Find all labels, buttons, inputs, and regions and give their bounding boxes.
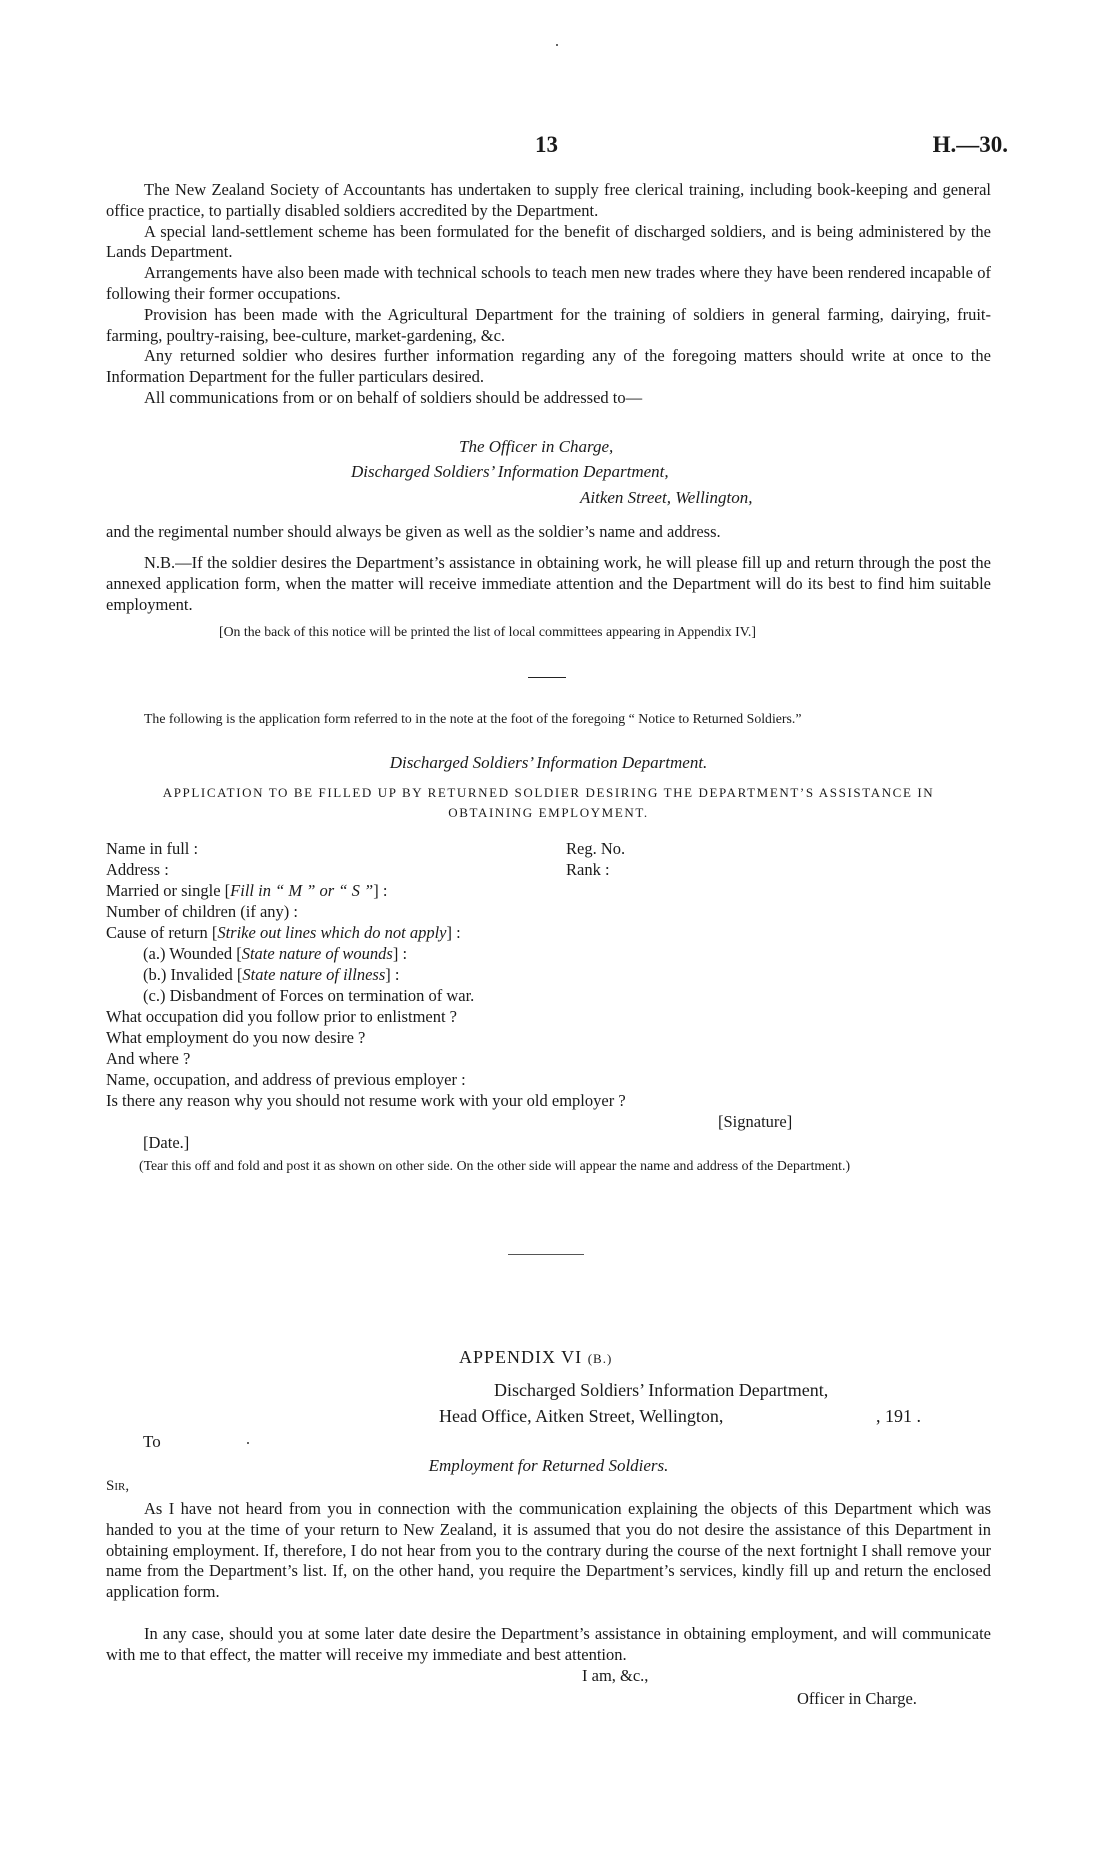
notice-paragraph	[106, 180, 991, 222]
field-instruction: State nature of illness	[242, 965, 386, 984]
tear-note	[106, 1157, 991, 1175]
field-date: [Date.]	[143, 1133, 190, 1152]
appendix-paragraph-1	[106, 1499, 991, 1603]
field-previous-employer: Name, occupation, and address of previous employer :	[106, 1070, 466, 1089]
appendix-paragraph-2	[106, 1624, 991, 1666]
paragraph-text: The following is the application form referred to in the note at the foot of the foregoing “ Notice to Returned Soldiers.”	[144, 711, 802, 726]
paragraph-text: All communications from or on behalf of soldiers should be addressed to—	[144, 387, 643, 407]
form-heading	[106, 783, 991, 823]
section-divider	[528, 677, 566, 678]
paragraph-text: (Tear this off and fold and post it as shown on other side. On the other side will appear the name and address of the Department.)	[139, 1158, 851, 1173]
field-rank: Rank :	[566, 860, 610, 879]
paragraph-text: The New Zealand Society of Accountants has undertaken to supply free clerical training, including book-keeping and general office practice, to partially disabled soldiers accredited by the Department.	[106, 180, 991, 220]
notice-body	[106, 180, 991, 409]
appendix-date-tail: , 191 .	[876, 1406, 921, 1426]
page-number: 13	[535, 132, 558, 157]
field-reason: Is there any reason why you should not resume work with your old employer ?	[106, 1091, 626, 1110]
field-married-or-single	[106, 881, 387, 902]
appendix-to: To	[143, 1432, 161, 1451]
form-title: Discharged Soldiers’ Information Department.	[389, 753, 708, 772]
paragraph-text: N.B.—If the soldier desires the Department’s assistance in obtaining work, he will please fill up and return through the post the annexed application form, when the matter will receive immediate attention and the Department will do its best to find him suitable employment.	[106, 553, 991, 614]
field-wounded	[143, 944, 407, 965]
field-label: Cause of return [	[106, 923, 218, 942]
field-occupation: What occupation did you follow prior to enlistment ?	[106, 1007, 458, 1026]
field-label: (a.) Wounded [	[143, 944, 242, 963]
paragraph-text: As I have not heard from you in connection with the communication explaining the objects of this Department which was handed to you at the time of your return to New Zealand, it is assumed that you do not desire the assistance of this Department in obtaining employment. If, therefore, I do not hear from you to the contrary during the course of the next fortnight I shall remove your name from the Department’s list. If, on the other hand, you require the Department’s services, kindly fill up and return the enclosed application form.	[106, 1499, 991, 1602]
field-label: ] :	[373, 881, 388, 900]
field-label: ] :	[446, 923, 461, 942]
paragraph-text: Any returned soldier who desires further information regarding any of the foregoing matters should write at once to the Information Department for the fuller particulars desired.	[106, 346, 991, 387]
nb-paragraph	[106, 553, 991, 615]
notice-paragraph	[106, 305, 991, 347]
field-desired-employment: What employment do you now desire ?	[106, 1028, 366, 1047]
notice-paragraph	[106, 346, 991, 388]
field-disbandment: (c.) Disbandment of Forces on termination of war.	[143, 986, 475, 1005]
paragraph-text: In any case, should you at some later date desire the Department’s assistance in obtaining employment, and will communicate with me to that effect, the matter will receive my immediate and best attention.	[106, 1624, 991, 1664]
field-instruction: Strike out lines which do not apply	[217, 923, 447, 942]
field-invalided	[143, 965, 399, 986]
appendix-title-suffix: (B.)	[587, 1351, 613, 1366]
address-line-3: Aitken Street, Wellington,	[580, 488, 753, 507]
field-where: And where ?	[106, 1049, 191, 1068]
field-label: ] :	[392, 944, 408, 963]
document-reference: H.—30.	[932, 132, 1008, 157]
appendix-salutation: Sir,	[106, 1478, 130, 1494]
appendix-subject: Employment for Returned Soldiers.	[428, 1456, 669, 1475]
section-divider	[508, 1254, 584, 1255]
appendix-department-line: Discharged Soldiers’ Information Department,	[494, 1380, 829, 1400]
after-address-text	[106, 522, 991, 543]
address-line-2: Discharged Soldiers’ Information Department,	[351, 462, 669, 481]
field-children: Number of children (if any) :	[106, 902, 298, 921]
field-instruction: State nature of wounds	[241, 944, 393, 963]
notice-paragraph	[106, 222, 991, 264]
field-instruction: Fill in “ M ” or “ S ”	[230, 881, 374, 900]
appendix-sign-off: Officer in Charge.	[797, 1689, 917, 1708]
field-label: (b.) Invalided [	[143, 965, 243, 984]
appendix-title-text: APPENDIX VI	[459, 1347, 583, 1367]
paragraph-text: Provision has been made with the Agricultural Department for the training of soldiers in general farming, dairying, fruit-farming, poultry-raising, bee-culture, market-gardening, &c.	[106, 304, 991, 345]
paragraph-text: A special land-settlement scheme has been formulated for the benefit of discharged soldiers, and is being administered by the Lands Department.	[106, 221, 991, 262]
appendix-office-line: Head Office, Aitken Street, Wellington,	[439, 1406, 724, 1426]
appendix-closing: I am, &c.,	[582, 1666, 649, 1685]
paragraph-text: Arrangements have also been made with technical schools to teach men new trades where they have been rendered incapable of following their former occupations.	[106, 263, 991, 303]
back-note: [On the back of this notice will be printed the list of local committees appearing in Appendix IV.]	[219, 624, 756, 639]
address-line-1: The Officer in Charge,	[459, 437, 614, 456]
notice-paragraph	[106, 263, 991, 305]
form-heading-line: APPLICATION TO BE FILLED UP BY RETURNED SOLDIER DESIRING THE DEPARTMENT’S ASSISTANCE IN	[162, 785, 935, 800]
field-address: Address :	[106, 860, 169, 879]
field-name-in-full: Name in full :	[106, 839, 199, 858]
page-speck	[556, 44, 558, 46]
notice-paragraph	[106, 388, 991, 409]
field-label: Married or single [	[106, 881, 231, 900]
form-heading-line: OBTAINING EMPLOYMENT.	[448, 805, 649, 820]
field-label: ] :	[385, 965, 400, 984]
form-intro	[106, 710, 991, 728]
field-signature: [Signature]	[718, 1112, 793, 1131]
field-reg-no: Reg. No.	[566, 839, 626, 858]
paragraph-text: and the regimental number should always be given as well as the soldier’s name and address.	[106, 522, 721, 541]
field-cause-of-return	[106, 923, 461, 944]
appendix-title	[459, 1347, 612, 1368]
page-speck	[247, 1442, 249, 1444]
